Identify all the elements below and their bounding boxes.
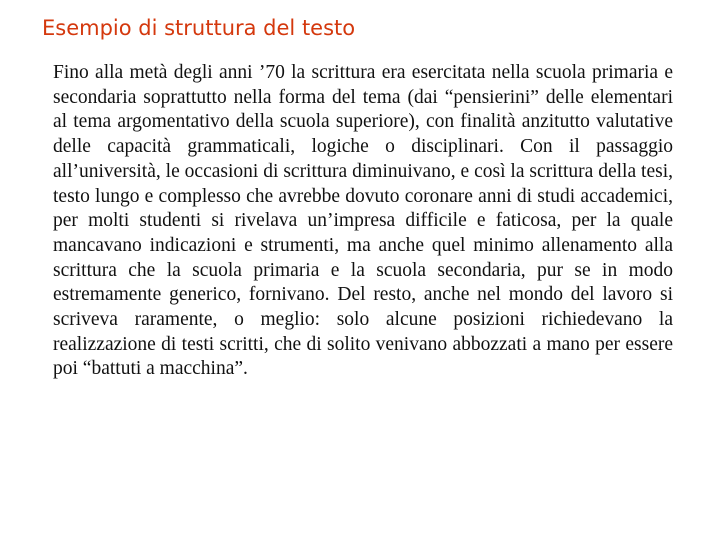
body-paragraph: Fino alla metà degli anni ’70 la scrittura era esercitata nella scuola primaria e secondaria soprattutto nella forma del tema (dai “pensierini” delle elementari al tema argomentativo della scuola superiore), con finalità anzitutto valutative delle capacità grammaticali, logiche o disciplinari. Con il passaggio all’università, le occasioni di scrittura diminuivano, e così la scrittura della tesi, testo lungo e complesso che avrebbe dovuto coronare anni di studi accademici, per molti studenti si rivelava un’impresa difficile e faticosa, per la quale mancavano indicazioni e strumenti, ma anche quel minimo allenamento alla scrittura che la scuola primaria e la scuola secondaria, pur se in modo estremamente generico, fornivano. Del resto, anche nel mondo del lavoro si scriveva raramente, o meglio: solo alcune posizioni richiedevano la realizzazione di testi scritti, che di solito venivano abbozzati a mano per essere poi “battuti a macchina”. — [53, 62, 673, 380]
slide-title: Esempio di struttura del testo — [42, 16, 356, 40]
